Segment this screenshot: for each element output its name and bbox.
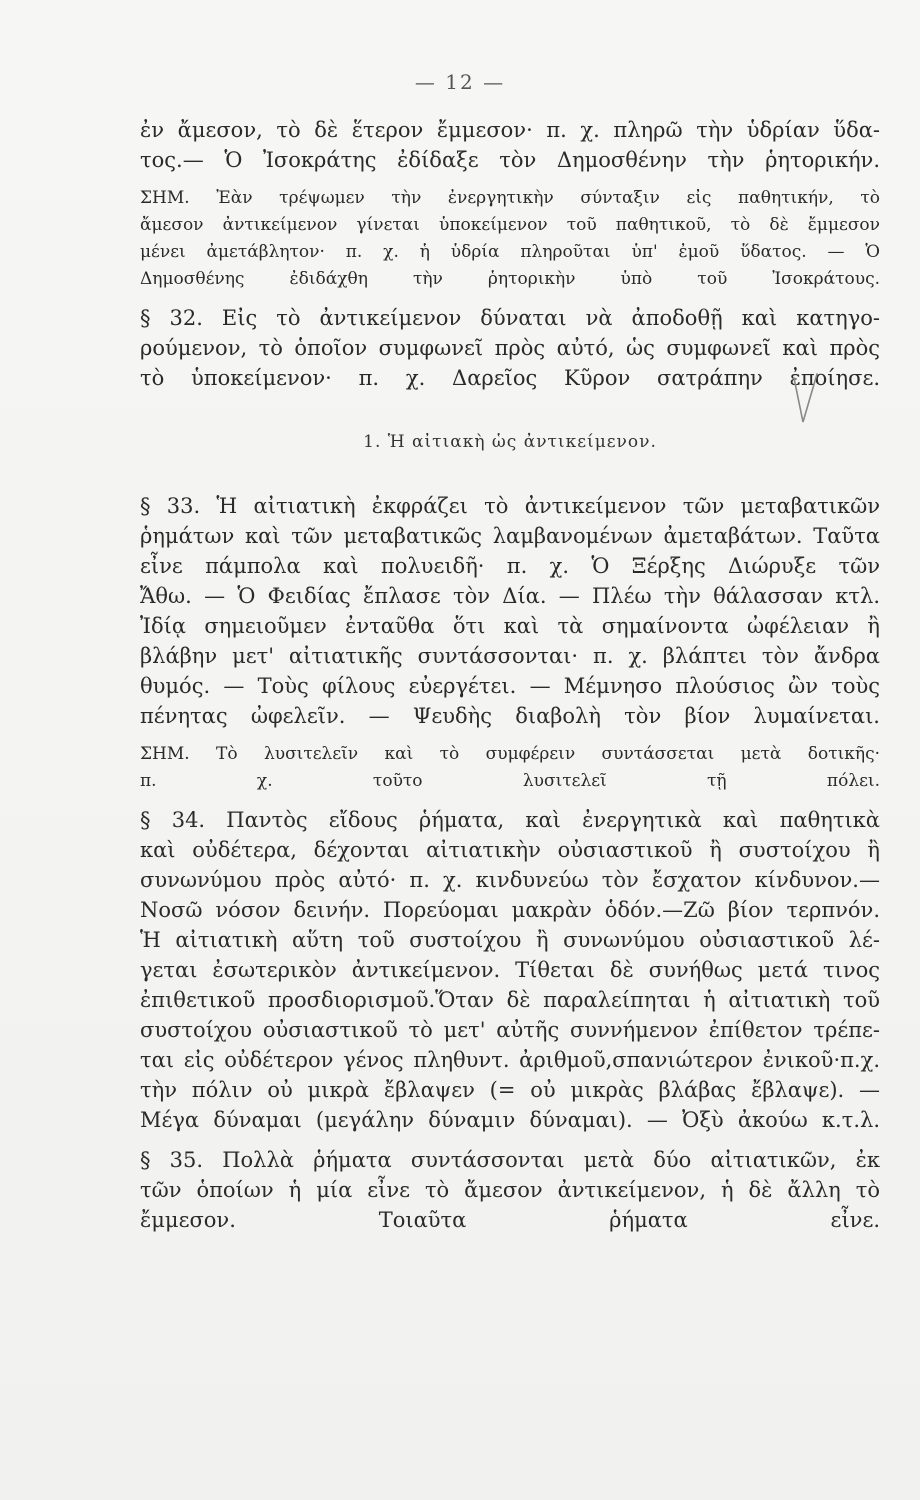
note-line: ΣΗΜ. Τὸ λυσιτελεῖν καὶ τὸ συμφέρειν συντάσσεται μετὰ δοτικῆς· — [140, 744, 880, 764]
text-line: ἔμμεσον. Τοιαῦτα ῥήματα εἶνε. — [140, 1208, 880, 1232]
text-line: γεται ἐσωτερικὸν ἀντικείμενον. Τίθεται δὲ συνήθως μετά τινος — [140, 958, 880, 982]
text-line: Ἡ αἰτιατικὴ αὕτη τοῦ συστοίχου ἢ συνωνύμου οὐσιαστικοῦ λέ- — [140, 928, 880, 952]
text-line: § 32. Εἰς τὸ ἀντικείμενον δύναται νὰ ἀποδοθῇ καὶ κατηγο- — [140, 306, 880, 330]
text-line: θυμός. — Τοὺς φίλους εὐεργέτει. — Μέμνησο πλούσιος ὢν τοὺς — [140, 674, 880, 698]
text-line: συνωνύμου πρὸς αὐτό· π. χ. κινδυνεύω τὸν ἔσχατον κίνδυνον.— — [140, 868, 880, 892]
text-line: εἶνε πάμπολα καὶ πολυειδῆ· π. χ. Ὁ Ξέρξης Διώρυξε τῶν — [140, 554, 880, 578]
text-line: § 35. Πολλὰ ῥήματα συντάσσονται μετὰ δύο αἰτιατικῶν, ἐκ — [140, 1148, 880, 1172]
text-line: καὶ οὐδέτερα, δέχονται αἰτιατικὴν οὐσιαστικοῦ ἢ συστοίχου ἢ — [140, 838, 880, 862]
note-line: ΣΗΜ. Ἐὰν τρέψωμεν τὴν ἐνεργητικὴν σύνταξιν εἰς παθητικήν, τὸ — [140, 188, 880, 208]
text-line: ρούμενον, τὸ ὁποῖον συμφωνεῖ πρὸς αὐτό, ὡς συμφωνεῖ καὶ πρὸς — [140, 336, 880, 360]
note-line: π. χ. τοῦτο λυσιτελεῖ τῇ πόλει. — [140, 771, 880, 791]
note-line: Δημοσθένης ἐδιδάχθη τὴν ῥητορικὴν ὑπὸ τοῦ Ἰσοκράτους. — [140, 269, 880, 289]
body-text — [140, 115, 880, 1235]
text-line: τῶν ὁποίων ἡ μία εἶνε τὸ ἄμεσον ἀντικείμενον, ἡ δὲ ἄλλη τὸ — [140, 1178, 880, 1202]
pencil-mark-icon — [790, 372, 820, 432]
note-line: μένει ἀμετάβλητον· π. χ. ἡ ὑδρία πληροῦται ὑπ' ἐμοῦ ὕδατος. — Ὁ — [140, 242, 880, 262]
text-line: ἐν ἄμεσον, τὸ δὲ ἕτερον ἔμμεσον· π. χ. πληρῶ τὴν ὑδρίαν ὕδα- — [140, 118, 880, 142]
text-line: ἐπιθετικοῦ προσδιορισμοῦ.Ὅταν δὲ παραλείπηται ἡ αἰτιατικὴ τοῦ — [140, 988, 880, 1012]
text-line: Ἄθω. — Ὁ Φειδίας ἔπλασε τὸν Δία. — Πλέω τὴν θάλασσαν κτλ. — [140, 584, 880, 608]
text-line: ῥημάτων καὶ τῶν μεταβατικῶς λαμβανομένων ἀμεταβάτων. Ταῦτα — [140, 524, 880, 548]
page-number: — 12 — — [414, 70, 506, 94]
text-line: συστοίχου οὐσιαστικοῦ τὸ μετ' αὐτῆς συννήμενον ἐπίθετον τρέπε- — [140, 1018, 880, 1042]
text-line: ται εἰς οὐδέτερον γένος πληθυντ. ἀριθμοῦ,σπανιώτερον ἐνικοῦ·π.χ. — [140, 1048, 880, 1072]
note-line: ἄμεσον ἀντικείμενον γίνεται ὑποκείμενον τοῦ παθητικοῦ, τὸ δὲ ἔμμεσον — [140, 215, 880, 235]
text-line: τὸ ὑποκείμενον· π. χ. Δαρεῖος Κῦρον σατράπην ἐποίησε. — [140, 366, 880, 390]
text-line: § 34. Παντὸς εἴδους ῥήματα, καὶ ἐνεργητικὰ καὶ παθητικὰ — [140, 808, 880, 832]
text-line: τος.— Ὁ Ἰσοκράτης ἐδίδαξε τὸν Δημοσθένην τὴν ῥητορικήν. — [140, 148, 880, 172]
text-line: Μέγα δύναμαι (μεγάλην δύναμιν δύναμαι). — Ὀξὺ ἀκούω κ.τ.λ. — [140, 1108, 880, 1132]
text-line: Ἰδίᾳ σημειοῦμεν ἐνταῦθα ὅτι καὶ τὰ σημαίνοντα ὠφέλειαν ἢ — [140, 614, 880, 638]
section-heading: 1. Ἡ αἰτιακὴ ὡς ἀντικείμενον. — [363, 432, 657, 452]
text-line: βλάβην μετ' αἰτιατικῆς συντάσσονται· π. χ. βλάπτει τὸν ἄνδρα — [140, 644, 880, 668]
text-line: § 33. Ἡ αἰτιατικὴ ἐκφράζει τὸ ἀντικείμενον τῶν μεταβατικῶν — [140, 494, 880, 518]
text-line: Νοσῶ νόσον δεινήν. Πορεύομαι μακρὰν ὁδόν.—Ζῶ βίον τερπνόν. — [140, 898, 880, 922]
text-line: πένητας ὠφελεῖν. — Ψευδὴς διαβολὴ τὸν βίον λυμαίνεται. — [140, 704, 880, 728]
text-line: τὴν πόλιν οὐ μικρὰ ἔβλαψεν (= οὐ μικρὰς βλάβας ἔβλαψε). — — [140, 1078, 880, 1102]
